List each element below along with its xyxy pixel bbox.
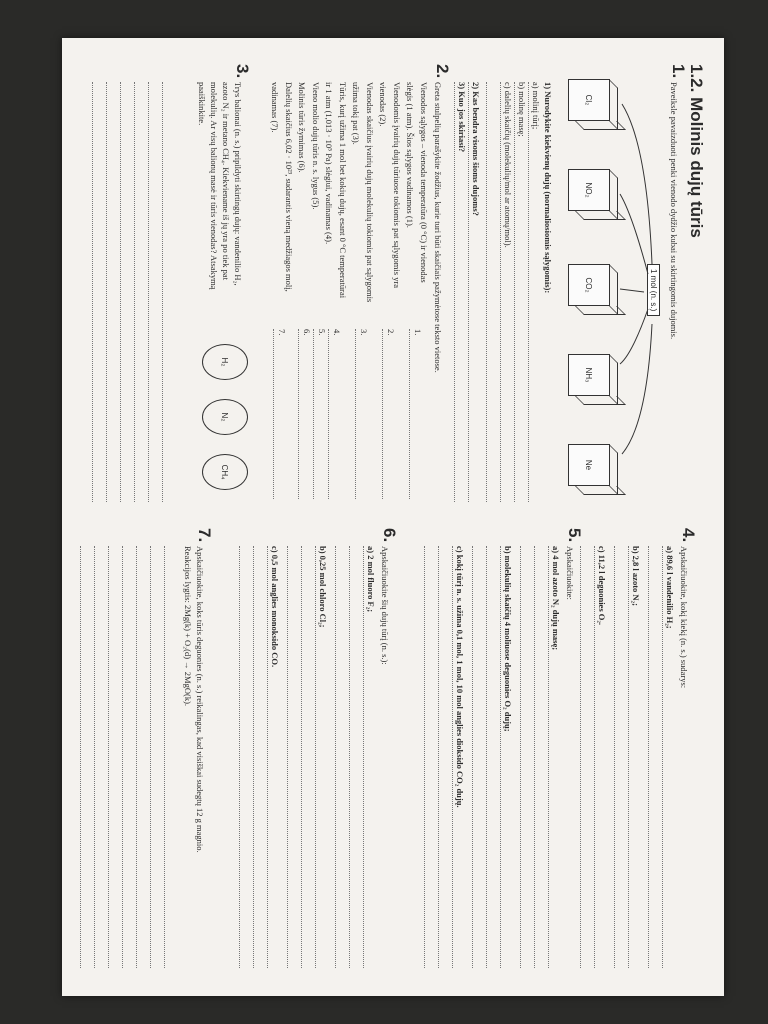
balloon-ch4 (202, 454, 248, 490)
question-7-number: 7. (195, 528, 214, 543)
gas-label: Cl₂ (584, 94, 594, 106)
q7-answer-line[interactable] (150, 546, 164, 968)
right-column (76, 528, 706, 978)
q7-answer-line[interactable] (122, 546, 136, 968)
q2-line: Vienodomis įvairių dujų tūriuose tokiomis pat sąlygomis yra (392, 82, 402, 289)
q3-answer-line[interactable] (162, 82, 176, 502)
balloons (178, 324, 248, 504)
cube-diagram (557, 64, 662, 504)
q1-b-line[interactable] (514, 82, 528, 502)
q3-answer-line[interactable] (134, 82, 148, 502)
question-2-answers (273, 329, 424, 499)
question-6-number: 6. (380, 528, 399, 543)
question-4 (580, 528, 698, 968)
question-3-answer-lines (92, 82, 176, 502)
q1-c-label: c) dalelių skaičių (molekulių/mol ar atomų/mol). (503, 82, 513, 248)
q2-answer-6[interactable] (298, 329, 313, 499)
question-1-parts (454, 82, 554, 502)
q2-line: vadinamas (7). (270, 82, 281, 133)
question-3-text (196, 82, 244, 304)
q2-answer-3[interactable] (355, 329, 370, 499)
q3-line: molekulių. Ar visų balionų masė ir tūris vienodas? Atsakymą (209, 82, 219, 290)
q5-c-label: c) kokį tūrį n. s. užima 0,1 mol, 1 mol, 10 mol anglies dioksido CO₂ dujų. (455, 546, 465, 808)
q6-a-line[interactable] (363, 546, 377, 968)
q4-c-label: c) 11,2 l deguonies O₂. (597, 546, 607, 626)
q2-answer-label: 4. (332, 329, 342, 336)
question-5 (424, 528, 584, 968)
gas-label: Ne (584, 459, 594, 471)
q6-b-answer[interactable] (301, 546, 315, 968)
rotated-sheet (62, 38, 724, 996)
q6-a-label: a) 2 mol fluoro F₂; (366, 546, 376, 613)
q2-line: Vienodos sąlygos – vienoda temperatūra (0 °C) ir vienodas (419, 82, 429, 283)
q4-b-answer[interactable] (614, 546, 628, 968)
q2-line: Tūris, kurį užima 1 mol bet kokių dujų, esant 0 °C temperatūrai (338, 82, 348, 299)
q5-c-line[interactable] (452, 546, 466, 968)
q6-c-answer[interactable] (253, 546, 267, 968)
q5-a-label: a) 4 mol azoto N₂ dujų masę; (551, 546, 561, 651)
q1-part-2[interactable] (468, 82, 482, 502)
q1-part-2-label: 2) Kas bendra visoms šioms dujoms? (471, 82, 481, 216)
question-4-number: 4. (679, 528, 698, 543)
question-2-intro: Greta stulpelių parašykite žodžius, kurie turi būti skaičiais pažymėtose teksto vietose. (433, 82, 443, 373)
q3-line: Trys balionai (n. s.) pripildyti skirtingų dujų: vandenilio H₂, (233, 82, 243, 286)
q6-c-answer[interactable] (239, 546, 253, 968)
q2-answer-7[interactable] (273, 329, 288, 499)
q6-b-line[interactable] (315, 546, 329, 968)
question-2-text (268, 82, 430, 317)
gas-cube-nh3 (568, 354, 610, 396)
q1-b-label: b) molinę masę; (517, 82, 527, 137)
q2-line: Dalelių skaičius 6,02 · 10²³, sudarantis vieną medžiagos molį, (284, 82, 294, 292)
question-5-number: 5. (565, 528, 584, 543)
q5-b-label: b) molekulių skaičių 4 moliuose deguonies O₂ dujų; (503, 546, 513, 732)
q2-line: slėgis (1 atm). Šios sąlygos vadinamos (1). (405, 82, 416, 228)
q1-a-line[interactable] (528, 82, 542, 502)
question-1 (668, 64, 688, 504)
mol-label: 1 mol (n. s.) (647, 264, 660, 316)
q2-line: ir 1 atm (1,013 · 10⁵ Pa) slėgiui, vadinamas (4). (324, 82, 335, 245)
q4-b-label: b) 2,8 l azoto N₂; (631, 546, 641, 606)
q5-a-line[interactable] (548, 546, 562, 968)
q2-answer-4[interactable] (328, 329, 343, 499)
question-2 (432, 64, 452, 504)
q7-answer-line[interactable] (136, 546, 150, 968)
q6-c-line[interactable] (267, 546, 281, 968)
gas-label: NO₂ (584, 182, 594, 198)
gas-cube-cl2 (568, 79, 610, 121)
gas-cube-no2 (568, 169, 610, 211)
balloon-h2 (202, 344, 248, 380)
gas-cube-ne (568, 444, 610, 486)
question-5-text: Apskaičiuokite: (565, 546, 575, 600)
q2-answer-label: 3. (359, 329, 369, 336)
balloon-label: CH₄ (220, 464, 230, 480)
balloon-label: N₂ (220, 412, 230, 422)
question-1-text: Paveiksle pavaizduoti penki vienodo dydžio kubai su skirtingomis dujomis. (669, 82, 679, 340)
question-7-text: Apskaičiuokite, koks tūris deguonies (n. s.) reikalingas, kad visiškai sudegtų 12 g magnio. (195, 546, 205, 853)
question-6 (239, 528, 399, 968)
q6-b-label: b) 0,25 mol chloro Cl₂; (318, 546, 328, 628)
q2-line: Vieno molio dujų tūris n. s. lygus (5). (311, 82, 321, 210)
q1-part-1: 1) Nurodykite kiekvienų dujų (normaliosiomis sąlygomis): (543, 82, 553, 294)
q7-answer-line[interactable] (80, 546, 94, 968)
q4-b-line[interactable] (628, 546, 642, 968)
q5-b-answer[interactable] (472, 546, 486, 968)
q2-line: Molinis tūris žymimas (6). (297, 82, 308, 173)
q2-line: užima tokį pat (3). (351, 82, 362, 145)
q5-c-answer[interactable] (424, 546, 438, 968)
left-column (76, 64, 706, 504)
q4-c-answer[interactable] (580, 546, 594, 968)
q2-answer-label: 7. (277, 329, 287, 336)
q3-answer-line[interactable] (120, 82, 134, 502)
question-7 (80, 528, 214, 968)
question-3-number: 3. (233, 64, 252, 79)
q7-answer-line[interactable] (108, 546, 122, 968)
q2-line: Vienodas skaičius įvairių dujų molekulių tokiomis pat sąlygomis (365, 82, 375, 303)
q4-a-line[interactable] (662, 546, 676, 968)
q2-answer-label: 1. (413, 329, 423, 336)
q2-answer-2[interactable] (382, 329, 397, 499)
q2-answer-label: 2. (386, 329, 396, 336)
q7-answer-line[interactable] (94, 546, 108, 968)
q3-answer-line[interactable] (106, 82, 120, 502)
worksheet-page (62, 38, 724, 996)
q1-c-line[interactable] (500, 82, 514, 502)
q1-part-3[interactable] (454, 82, 468, 502)
page-title: 1.2. Molinis dujų tūris (687, 64, 706, 238)
q6-a-answer[interactable] (349, 546, 363, 968)
q5-a-answer[interactable] (534, 546, 548, 968)
q1-answer-line[interactable] (486, 82, 500, 502)
q3-line: azoto N₂ ir metano CH₄. Kiekviename iš jų yra po tiek pat (221, 82, 231, 281)
q4-a-label: a) 89,6 l vandenilio H₂; (665, 546, 675, 629)
question-2-number: 2. (433, 64, 452, 79)
question-6-text: Apskaičiuokite šių dujų tūrį (n. s.): (380, 546, 390, 665)
q1-a-label: a) molinį tūrį; (531, 82, 541, 130)
q3-answer-line[interactable] (92, 82, 106, 502)
gas-label: NH₃ (584, 367, 594, 383)
q5-b-line[interactable] (500, 546, 514, 968)
q5-c-answer[interactable] (438, 546, 452, 968)
q6-c-label: c) 0,5 mol anglies monoksido CO. (270, 546, 280, 668)
q1-part-3-label: 3) Kuo jos skiriasi? (457, 82, 467, 153)
q7-answer-line[interactable] (164, 546, 178, 968)
q3-line: paaiškinkite. (197, 82, 207, 126)
q4-c-line[interactable] (594, 546, 608, 968)
balloon-label: H₂ (220, 357, 230, 367)
gas-cube-co2 (568, 264, 610, 306)
q2-answer-5[interactable] (313, 329, 328, 499)
q3-answer-line[interactable] (148, 82, 162, 502)
q2-line: vienodas (2). (378, 82, 389, 127)
q2-answer-label: 6. (302, 329, 312, 336)
question-7-equation: Reakcijos lygtis: 2Mg(k) + O₂(d) → 2MgO(k). (183, 546, 193, 707)
question-4-text: Apskaičiuokite, kokį kiekį (n. s.) sudarys: (679, 546, 689, 689)
q2-answer-1[interactable] (409, 329, 424, 499)
q6-a-answer[interactable] (335, 546, 349, 968)
q2-answer-label: 5. (317, 329, 327, 336)
question-3 (196, 64, 252, 304)
question-1-number: 1. (669, 64, 688, 79)
q5-a-answer[interactable] (520, 546, 534, 968)
q4-a-answer[interactable] (648, 546, 662, 968)
q5-b-answer[interactable] (486, 546, 500, 968)
balloon-n2 (202, 399, 248, 435)
gas-label: CO₂ (584, 277, 594, 293)
q6-b-answer[interactable] (287, 546, 301, 968)
